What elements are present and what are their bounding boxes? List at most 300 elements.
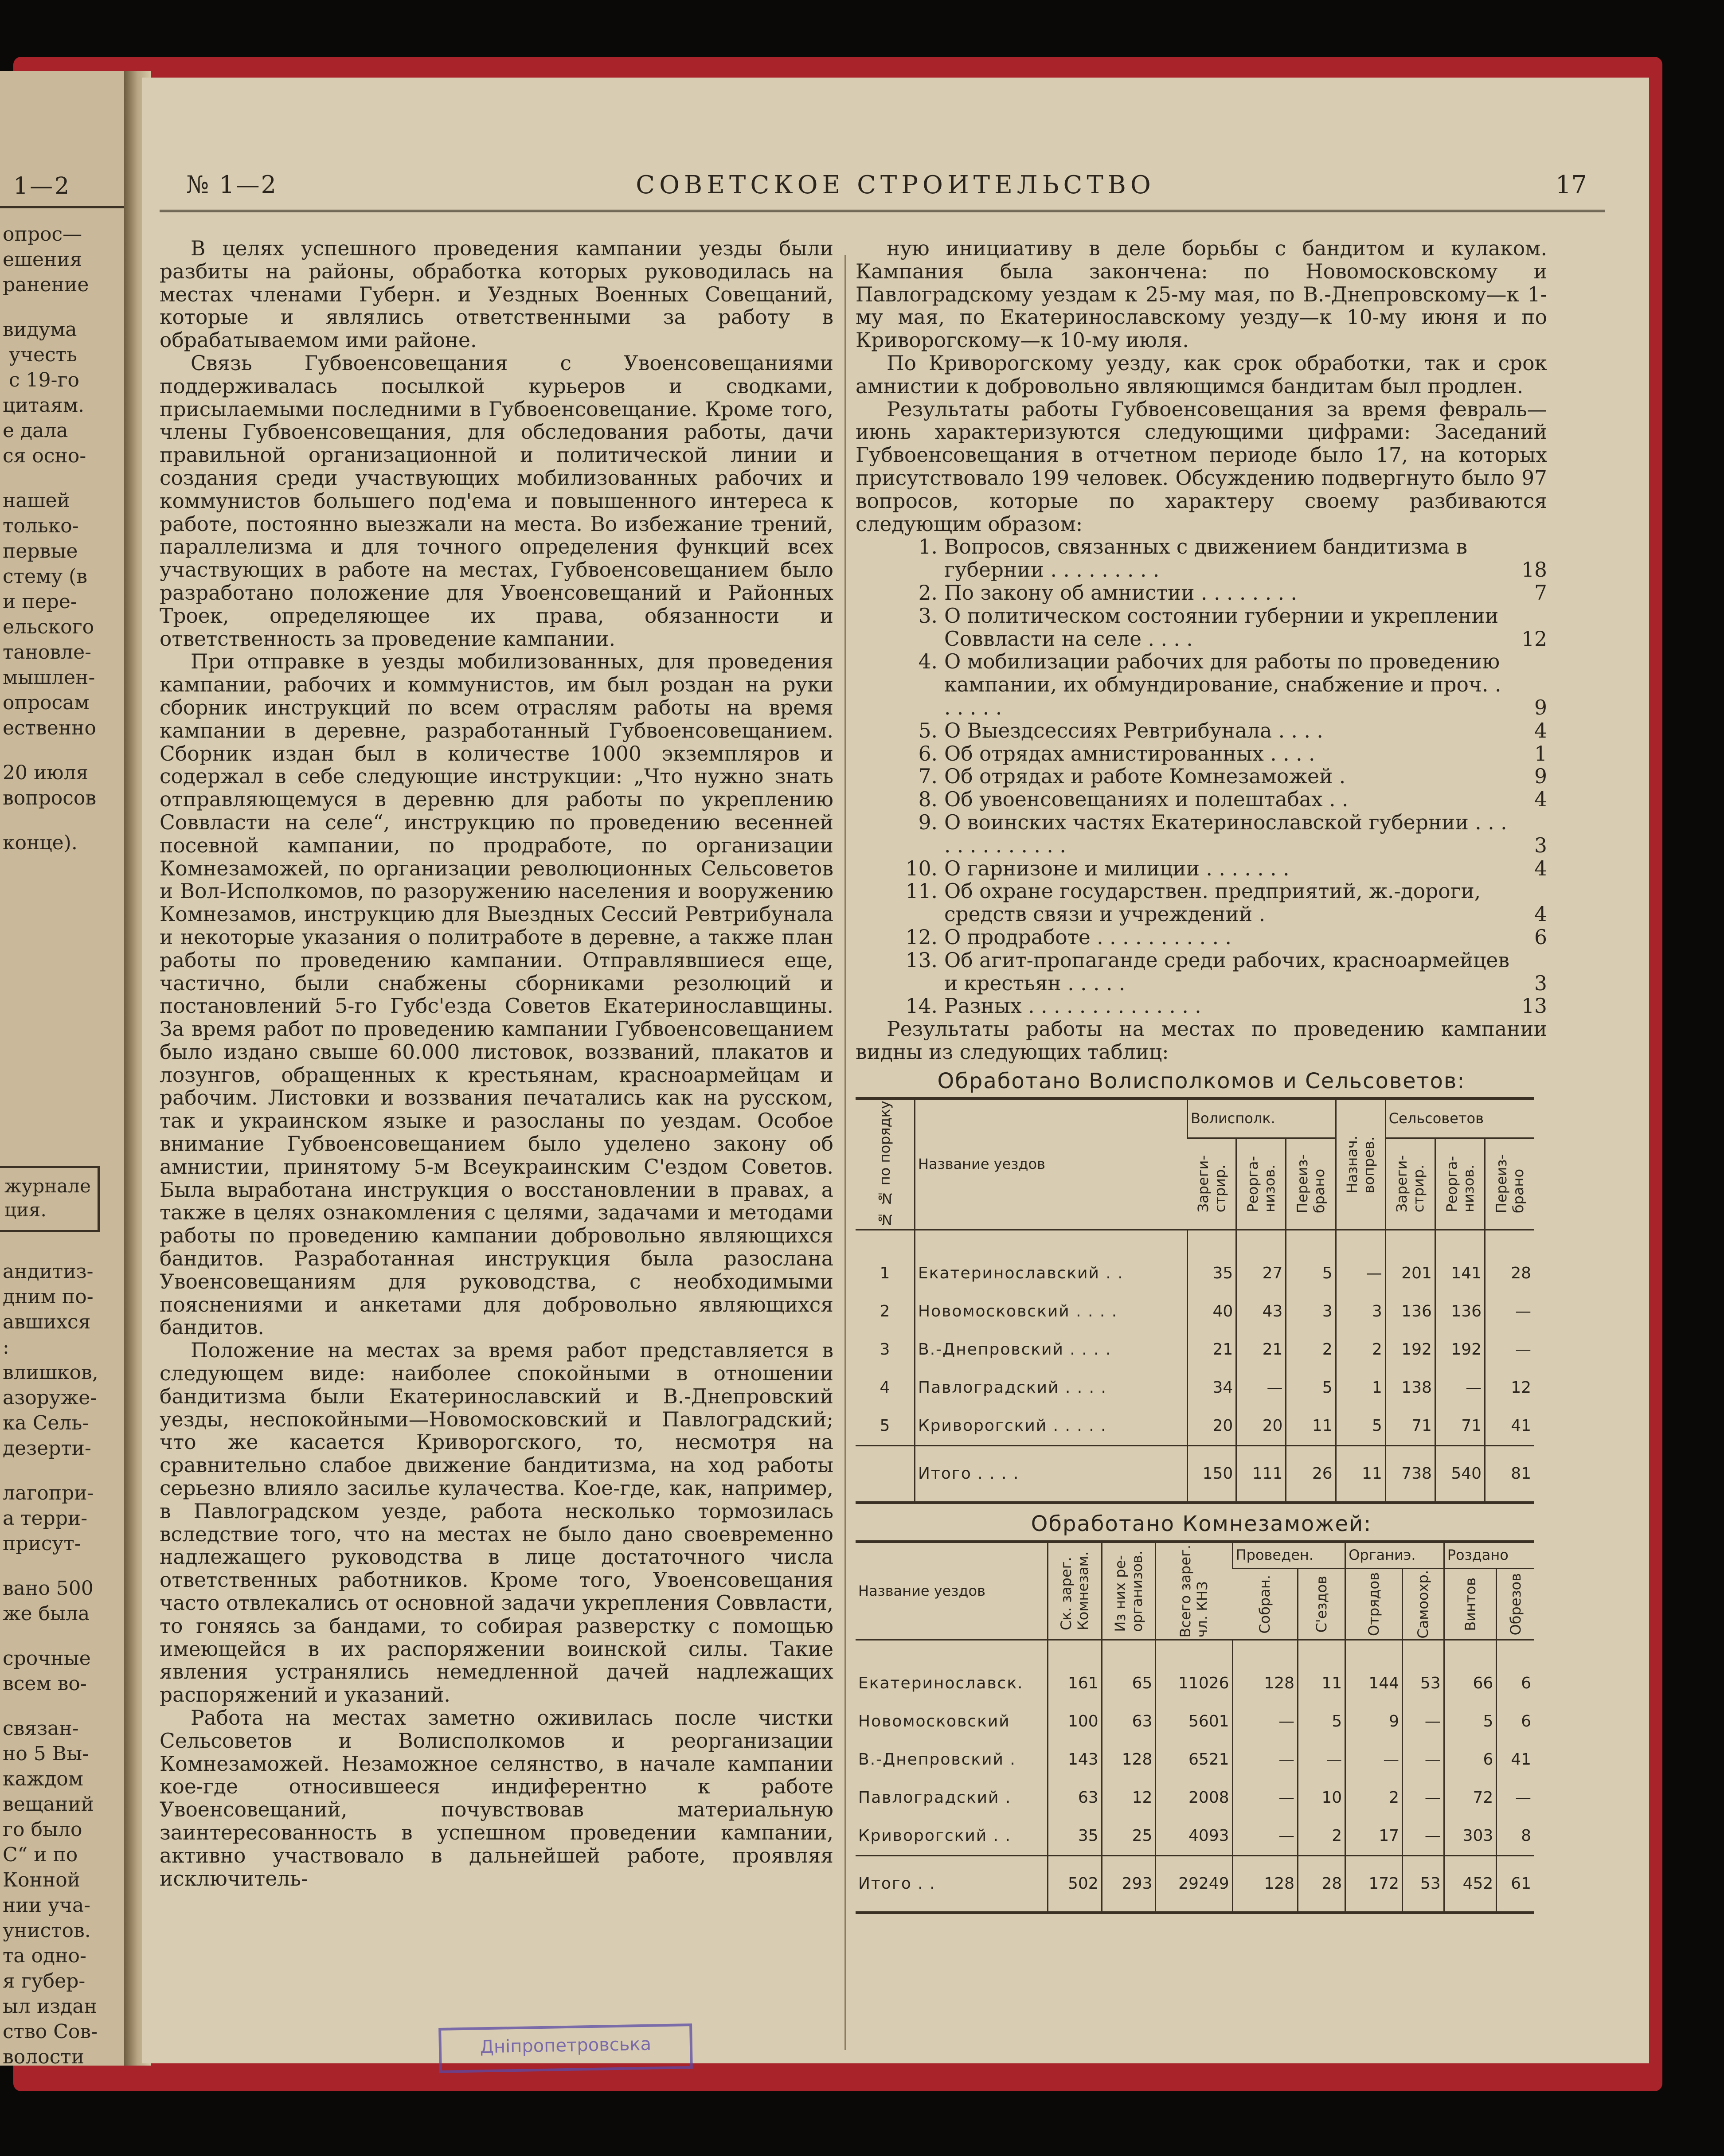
table-row <box>856 1331 1534 1369</box>
value-cell: 303 <box>1444 1817 1497 1856</box>
text-line: дним по- <box>3 1285 94 1308</box>
text-line: журнале <box>4 1175 91 1197</box>
text-line: вопросов <box>3 787 97 809</box>
value-cell: 21 <box>1236 1331 1286 1369</box>
value-cell: — <box>1485 1293 1534 1331</box>
total-cell: 81 <box>1485 1445 1534 1503</box>
table-row <box>856 1369 1534 1407</box>
text-line: опрос— <box>3 223 82 246</box>
journal-title: СОВЕТСКОЕ СТРОИТЕЛЬСТВО <box>636 171 1155 199</box>
paragraph: Работа на местах заметно оживилась после чистки Сельсоветов и Волисполкомов и реорганизации Комнезаможей. Незаможное селянство, в начале кампании кое-где относившееся индиферентно к работе Увоенсовещаний, почувствовав материальную заинтересованность в успешном проведении кампании, активно участвовало в дальнейшей работе, проявляя исключитель- <box>160 1706 833 1890</box>
total-cell: 540 <box>1435 1445 1485 1503</box>
spacer-cell <box>1298 1640 1345 1665</box>
question-item <box>856 949 1547 995</box>
value-cell: — <box>1298 1741 1345 1779</box>
table-row <box>856 1254 1534 1293</box>
total-cell: 172 <box>1345 1856 1403 1913</box>
col-header: Переиз- брано <box>1286 1138 1336 1230</box>
text-line: и пере- <box>3 590 77 613</box>
district-name: В.-Днепровский . <box>858 1750 1016 1769</box>
total-row <box>856 1445 1534 1503</box>
value-cell: 71 <box>1385 1407 1435 1446</box>
question-count: 13 <box>1521 994 1547 1018</box>
value-cell: 34 <box>1188 1369 1236 1407</box>
question-item <box>856 605 1547 651</box>
text-line: первые <box>3 540 78 562</box>
text-line: только- <box>3 515 79 537</box>
right-page <box>142 78 1649 2063</box>
value-cell: — <box>1435 1369 1485 1407</box>
question-count: 4 <box>1534 902 1547 926</box>
spacer-row <box>856 1230 1534 1254</box>
total-cell: 150 <box>1188 1445 1236 1503</box>
paragraph: При отправке в уезды мобилизованных, для проведения кампании, рабочих и коммунистов, им был роздан на руки сборник инструкций по всем отраслям работы на время кампании в деревне, разработанный Губвоенсовещанием. Сборник издан был в количестве 1000 экземпляров и содержал в себе следующие инструкции: „Что нужно знать отправляющемуся в деревню для работы по укреплению Соввласти на селе“, инструкцию по проведению весенней посевной кампании, по продработе, по организации Комнезаможей, по организации революционных Сельсоветов и Вол-Исполкомов, по разоружению населения и вооружению Комнезамов, инструкцию для Выездных Сессий Ревтрибунала и некоторые указания о политработе в деревне, а также план работы по проведению кампании. Отправлявшиеся еще, частично, были снабжены сборниками резолюций и постановлений 5-го Губс'езда Советов Екатеринославщины. За время работ по проведению кампании Губвоенсовещанием было издано свыше 60.000 листовок, воззваний, плакатов и лозунгов, обращенных к крестьянам, красноармейцам и рабочим. Листовки и воззвания печатались как на русском, так и украинском языке и разосланы по уездам. Особое внимание Губвоенсовещанием было уделено закону об амнистии, принятому 5-м Всеукраинским С'ездом Советов. Была выработана инструкция о восстановлении в правах, а также в целях ознакомления с целями, задачами и методами работы по проведению кампании добровольно являющихся бандитов. Разработанная инструкция была разослана Увоенсовещаниям для руководства, с необходимыми пояснениями и анкетами для добровольно являющихся бандитов. <box>160 650 833 1340</box>
question-count: 12 <box>1521 627 1547 651</box>
text-line: е дала <box>3 419 68 442</box>
text-line: андитиз- <box>3 1260 94 1283</box>
question-text: Вопросов, связанных с движением бандитизма в губернии . . . . . . . . . <box>944 535 1468 582</box>
question-item <box>856 719 1547 742</box>
question-number: 6. <box>918 742 938 766</box>
question-number: 13. <box>905 948 938 972</box>
col-name-header: Название уездов <box>915 1098 1188 1230</box>
spacer-cell <box>1188 1230 1236 1254</box>
text-line: опросам <box>3 691 90 714</box>
value-cell: 5601 <box>1156 1703 1232 1741</box>
text-line: конце). <box>3 832 78 854</box>
text-line: авшихся <box>3 1311 91 1333</box>
district-name: В.-Днепровский . . . . <box>915 1331 1188 1369</box>
value-cell: 5 <box>1298 1703 1345 1741</box>
text-line: вано 500 <box>3 1577 94 1600</box>
value-cell: 63 <box>1102 1703 1156 1741</box>
total-cell: 738 <box>1385 1445 1435 1503</box>
text-line: ция. <box>4 1199 47 1221</box>
value-cell: 136 <box>1385 1293 1435 1331</box>
spacer-cell <box>1232 1640 1298 1665</box>
question-number: 9. <box>918 810 938 834</box>
question-count: 4 <box>1534 719 1547 742</box>
text-line: та одно- <box>3 1945 86 1967</box>
value-cell: 5 <box>1286 1369 1336 1407</box>
text-line: С“ и по <box>3 1844 78 1866</box>
paragraph: Связь Губвоенсовещания с Увоенсовещаниями поддерживалась посылкой курьеров и сводками, присылаемыми последними в Губвоенсовещание. Кроме того, члены Губвоенсовещания, для обследования работы, дачи правильной организационной и политической линии и создания среди участвующих мобилизованных рабочих и коммунистов большего под'ема и повышенного интереса к работе, постоянно выезжали на места. Во избежание трений, параллелизма и для точного определения функций всех участвующих в работе на местах, Губвоенсовещанием было разработано положение для Увоенсовещаний и Районных Троек, определяющее их права, обязанности и ответственность за проведение кампании. <box>160 351 833 651</box>
text-line <box>3 1696 129 1716</box>
issue-number: № 1—2 <box>186 171 278 199</box>
left-column <box>160 237 833 1890</box>
total-cell: 29249 <box>1156 1856 1232 1913</box>
spacer-cell <box>1286 1230 1336 1254</box>
text-line: 20 июля <box>3 762 89 784</box>
page-header <box>186 171 1605 206</box>
text-line <box>3 1556 129 1576</box>
question-count: 6 <box>1534 925 1547 949</box>
question-text: О продработе . . . . . . . . . . . <box>944 925 1231 949</box>
question-number: 1. <box>918 535 938 559</box>
row-index: 1 <box>880 1264 890 1283</box>
text-line: лагопри- <box>3 1482 94 1504</box>
spacer-cell <box>856 1230 915 1254</box>
text-line: же была <box>3 1602 90 1625</box>
total-cell: 28 <box>1298 1856 1345 1913</box>
question-item <box>856 811 1547 857</box>
value-cell: 192 <box>1435 1331 1485 1369</box>
total-cell: 293 <box>1102 1856 1156 1913</box>
text-line <box>3 297 129 317</box>
text-line: а терри- <box>3 1507 88 1530</box>
group-header-held: Проведен. <box>1232 1542 1345 1568</box>
value-cell: 143 <box>1048 1741 1102 1779</box>
district-name: Криворогский . . <box>858 1827 1011 1845</box>
question-number: 3. <box>918 604 938 628</box>
value-cell: 128 <box>1102 1741 1156 1779</box>
paragraph: ную инициативу в деле борьбы с бандитом и кулаком. Кампания была закончена: по Новомосковскому и Павлоградскому уездам к 25-му мая, по В.-Днепровскому—к 1-му мая, по Екатеринославскому уезду—к 10-му июня и по Криворогскому—к 10-му июля. <box>856 237 1547 352</box>
value-cell: 43 <box>1236 1293 1286 1331</box>
left-page-fragment <box>0 71 133 2066</box>
value-cell: 5 <box>1286 1254 1336 1293</box>
text-line: с 19-го <box>3 369 80 391</box>
col-header: Переиз- брано <box>1485 1138 1534 1230</box>
value-cell: 100 <box>1048 1703 1102 1741</box>
question-count: 4 <box>1534 788 1547 812</box>
value-cell: 5 <box>1336 1407 1385 1446</box>
district-name: Новомосковский <box>858 1712 1010 1731</box>
questions-list <box>856 535 1547 1018</box>
value-cell: 25 <box>1102 1817 1156 1856</box>
question-text: О мобилизации рабочих для работы по проведению кампании, их обмундирование, снабжение и проч. . . . . . . <box>944 650 1501 719</box>
text-line: вещаний <box>3 1793 94 1816</box>
question-text: Об увоенсовещаниях и полештабах . . <box>944 788 1349 812</box>
column-divider <box>844 255 846 2050</box>
total-cell: 53 <box>1403 1856 1444 1913</box>
text-line: го было <box>3 1818 82 1841</box>
question-item <box>856 995 1547 1018</box>
text-line: ка Сель- <box>3 1412 89 1434</box>
text-line <box>3 1461 129 1480</box>
question-count: 7 <box>1534 581 1547 605</box>
total-cell: 61 <box>1497 1856 1534 1913</box>
value-cell: 144 <box>1345 1664 1403 1703</box>
text-line: Конной <box>3 1869 81 1891</box>
question-number: 8. <box>918 788 938 812</box>
col-header: Отрядов <box>1345 1568 1403 1640</box>
col-header: Зареги- стрир. <box>1385 1138 1435 1230</box>
text-line: цитаям. <box>3 394 85 417</box>
value-cell: 6 <box>1497 1703 1534 1741</box>
text-line: стему (в <box>3 565 88 588</box>
value-cell: — <box>1403 1703 1444 1741</box>
left-page-text-bottom <box>3 1259 129 2066</box>
text-line: унистов. <box>3 1919 91 1942</box>
value-cell: 28 <box>1485 1254 1534 1293</box>
spacer-cell <box>915 1230 1188 1254</box>
col-header: С'ездов <box>1298 1568 1345 1640</box>
total-cell: 452 <box>1444 1856 1497 1913</box>
text-line: ественно <box>3 717 96 739</box>
question-text: О гарнизоне и милиции . . . . . . . <box>944 856 1290 880</box>
spacer-cell <box>856 1640 1048 1665</box>
value-cell: 5 <box>1444 1703 1497 1741</box>
district-name: Екатеринославск. <box>858 1674 1024 1693</box>
spacer-cell <box>1444 1640 1497 1665</box>
total-cell: 26 <box>1286 1445 1336 1503</box>
value-cell: — <box>1485 1331 1534 1369</box>
value-cell: 161 <box>1048 1664 1102 1703</box>
total-label: Итого . . . . <box>915 1445 1188 1503</box>
value-cell: 20 <box>1236 1407 1286 1446</box>
text-line: : <box>3 1336 9 1359</box>
left-page-rule <box>0 206 124 208</box>
value-cell: 17 <box>1345 1817 1403 1856</box>
value-cell: — <box>1403 1817 1444 1856</box>
value-cell: 3 <box>1286 1293 1336 1331</box>
question-number: 12. <box>905 925 938 949</box>
value-cell: 35 <box>1188 1254 1236 1293</box>
question-item <box>856 650 1547 719</box>
col-header: Самоохр. <box>1403 1568 1444 1640</box>
spacer-cell <box>1435 1230 1485 1254</box>
value-cell: — <box>1497 1779 1534 1817</box>
table-volost-councils <box>856 1097 1534 1504</box>
value-cell: 71 <box>1435 1407 1485 1446</box>
table-row <box>856 1817 1534 1856</box>
spacer-cell <box>1336 1230 1385 1254</box>
value-cell: 2 <box>1336 1331 1385 1369</box>
value-cell: 1 <box>1336 1369 1385 1407</box>
question-count: 3 <box>1534 833 1547 857</box>
text-line: дезерти- <box>3 1437 91 1460</box>
text-line: волости <box>3 2046 85 2066</box>
question-item <box>856 857 1547 880</box>
question-item <box>856 880 1547 926</box>
question-count: 3 <box>1534 971 1547 995</box>
question-item <box>856 582 1547 605</box>
value-cell: 6 <box>1444 1741 1497 1779</box>
value-cell: — <box>1403 1779 1444 1817</box>
value-cell: 201 <box>1385 1254 1435 1293</box>
value-cell: 141 <box>1435 1254 1485 1293</box>
question-number: 5. <box>918 719 938 742</box>
spacer-cell <box>1156 1640 1232 1665</box>
text-line: каждом <box>3 1768 84 1790</box>
question-number: 2. <box>918 581 938 605</box>
total-spacer <box>856 1445 915 1503</box>
question-number: 14. <box>905 994 938 1018</box>
total-label: Итого . . <box>856 1856 1048 1913</box>
text-line <box>3 1626 129 1646</box>
district-name: Павлоградский . . . . <box>915 1369 1188 1407</box>
value-cell: 3 <box>1336 1293 1385 1331</box>
total-cell: 502 <box>1048 1856 1102 1913</box>
value-cell: 27 <box>1236 1254 1286 1293</box>
paragraph: По Криворогскому уезду, как срок обработки, так и срок амнистии к добровольно являющимся бандитам был продлен. <box>856 351 1547 398</box>
question-item <box>856 742 1547 766</box>
total-cell: 111 <box>1236 1445 1286 1503</box>
value-cell: 41 <box>1485 1407 1534 1446</box>
text-line <box>3 469 129 488</box>
group-header-organized: Органиэ. <box>1345 1542 1444 1568</box>
left-page-boxed-note <box>0 1166 100 1232</box>
left-page-header: 1—2 <box>13 173 71 199</box>
table-row <box>856 1293 1534 1331</box>
value-cell: 6521 <box>1156 1741 1232 1779</box>
district-name: Павлоградский . <box>858 1789 1012 1807</box>
value-cell: 41 <box>1497 1741 1534 1779</box>
value-cell: 2 <box>1345 1779 1403 1817</box>
text-line: влишков, <box>3 1361 98 1384</box>
value-cell: 66 <box>1444 1664 1497 1703</box>
text-line: нии уча- <box>3 1894 91 1917</box>
value-cell: 21 <box>1188 1331 1236 1369</box>
question-count: 18 <box>1521 558 1547 582</box>
question-text: Об отрядах амнистированных . . . . <box>944 742 1315 766</box>
table-row <box>856 1703 1534 1741</box>
col-header: Назнач. вопрев. <box>1336 1098 1385 1230</box>
question-text: О воинских частях Екатеринославской губернии . . . . . . . . . . . . . <box>944 810 1507 857</box>
group-header-volost: Волисполк. <box>1188 1098 1336 1138</box>
col-header: Винтов <box>1444 1568 1497 1640</box>
col-header: Зареги- стрир. <box>1188 1138 1236 1230</box>
text-line: азоруже- <box>3 1387 97 1409</box>
value-cell: 128 <box>1232 1664 1298 1703</box>
text-line: ство Сов- <box>3 2020 98 2043</box>
text-line: ранение <box>3 273 89 296</box>
question-item <box>856 535 1547 582</box>
col-name-header: Название уездов <box>856 1542 1048 1640</box>
spacer-row <box>856 1640 1534 1665</box>
text-line <box>3 741 129 760</box>
question-text: Об охране государствен. предприятий, ж.-дороги, средств связи и учреждений . <box>944 879 1481 926</box>
value-cell: 6 <box>1497 1664 1534 1703</box>
row-index: 2 <box>880 1302 890 1321</box>
text-line: тановле- <box>3 641 92 664</box>
value-cell: 9 <box>1345 1703 1403 1741</box>
value-cell: — <box>1232 1703 1298 1741</box>
text-line: срочные <box>3 1647 91 1670</box>
value-cell: 65 <box>1102 1664 1156 1703</box>
district-name: Новомосковский . . . . <box>915 1293 1188 1331</box>
district-name: Екатеринославский . . <box>915 1254 1188 1293</box>
value-cell: 11026 <box>1156 1664 1232 1703</box>
value-cell: 10 <box>1298 1779 1345 1817</box>
district-name: Криворогский . . . . . <box>915 1407 1188 1446</box>
spacer-cell <box>1102 1640 1156 1665</box>
col-header: Реорга- низов. <box>1236 1138 1286 1230</box>
value-cell: 11 <box>1298 1664 1345 1703</box>
value-cell: 138 <box>1385 1369 1435 1407</box>
question-text: Разных . . . . . . . . . . . . . . <box>944 994 1201 1018</box>
col-header: Реорга- низов. <box>1435 1138 1485 1230</box>
text-line: всем во- <box>3 1672 87 1695</box>
question-text: Об отрядах и работе Комнезаможей . <box>944 765 1346 789</box>
text-line: ельского <box>3 616 94 638</box>
spacer-cell <box>1497 1640 1534 1665</box>
value-cell: 12 <box>1485 1369 1534 1407</box>
text-line: я губер- <box>3 1970 86 1992</box>
total-cell: 11 <box>1336 1445 1385 1503</box>
value-cell: — <box>1232 1779 1298 1817</box>
value-cell: 35 <box>1048 1817 1102 1856</box>
value-cell: — <box>1336 1254 1385 1293</box>
text-line: ыл издан <box>3 1995 97 2018</box>
question-number: 4. <box>918 650 938 674</box>
text-line <box>3 811 129 830</box>
text-line: видума <box>3 318 77 341</box>
col-header: Ск. зарег. Комнезам. <box>1048 1542 1102 1640</box>
value-cell: 8 <box>1497 1817 1534 1856</box>
header-rule <box>160 210 1605 214</box>
row-index: 4 <box>880 1379 890 1397</box>
paragraph: Положение на местах за время работ представляется в следующем виде: наиболее спокойными в отношении бандитизма были Екатеринославский и В.-Днепровский уезды, неспокойными—Новомосковский и Павлоградский; что же касается Криворогского, то, несмотря на сравнительно слабое движение бандитизма, на ход работы серьезно влияло засилье кулачества. Кое-где, как, например, в Павлоградском уезде, работа несколько тормозилась вследствие того, что на местах не было дано своевременно надлежащего руководства в лице достаточного числа ответственных работников. Кроме того, Увоенсовещания часто отвлекались от основной задачи укрепления Соввласти, то гоняясь за бандами, то собирая разверстку с помощью имеющейся в их распоряжении воинской силы. Такие явления устранялись немедленной дачей надлежащих распоряжений и указаний. <box>160 1339 833 1707</box>
col-header: Из них ре- организов. <box>1102 1542 1156 1640</box>
table-komnezam <box>856 1540 1534 1914</box>
value-cell: 192 <box>1385 1331 1435 1369</box>
question-item <box>856 788 1547 811</box>
question-count: 9 <box>1534 765 1547 789</box>
row-index: 3 <box>880 1340 890 1359</box>
question-item <box>856 926 1547 949</box>
table-row <box>856 1664 1534 1703</box>
table-row <box>856 1741 1534 1779</box>
value-cell: — <box>1232 1817 1298 1856</box>
text-line: мышлен- <box>3 666 95 689</box>
total-cell: 128 <box>1232 1856 1298 1913</box>
page-number: 17 <box>1555 171 1587 199</box>
row-index: 5 <box>880 1417 890 1435</box>
group-header-selsovet: Сельсоветов <box>1385 1098 1534 1138</box>
right-column <box>856 237 1547 1914</box>
col-header: Обрезов <box>1497 1568 1534 1640</box>
text-line: нашей <box>3 489 70 512</box>
value-cell: — <box>1403 1741 1444 1779</box>
text-line: ешения <box>3 248 82 271</box>
value-cell: 20 <box>1188 1407 1236 1446</box>
question-text: О политическом состоянии губернии и укреплении Соввласти на селе . . . . <box>944 604 1499 651</box>
value-cell: — <box>1345 1741 1403 1779</box>
value-cell: 40 <box>1188 1293 1236 1331</box>
value-cell: — <box>1232 1741 1298 1779</box>
paragraph: Результаты работы Губвоенсовещания за время февраль—июнь характеризуются следующими цифрами: Заседаний Губвоенсовещания в отчетном периоде было 17, на которых присутствовало 199 человек. Обсуждению подвергнуто было 97 вопросов, которые по характеру своему разбиваются следующим образом: <box>856 397 1547 536</box>
paragraph: Результаты работы на местах по проведению кампании видны из следующих таблиц: <box>856 1017 1547 1064</box>
text-line: ся осно- <box>3 445 86 467</box>
value-cell: 63 <box>1048 1779 1102 1817</box>
question-text: О Выездсессиях Ревтрибунала . . . . <box>944 719 1323 742</box>
paragraph: В целях успешного проведения кампании уезды были разбиты на районы, обработка которых руководилась на местах членами Губерн. и Уездных Военных Совещаний, которые и являлись ответственными за работу в обрабатываемом ими районе. <box>160 237 833 352</box>
value-cell: 11 <box>1286 1407 1336 1446</box>
left-page-text-top <box>3 222 129 855</box>
question-number: 10. <box>905 856 938 880</box>
col-index-header: № № по порядку <box>856 1098 915 1230</box>
question-number: 11. <box>905 879 938 903</box>
value-cell: — <box>1236 1369 1286 1407</box>
text-line: учесть <box>3 344 77 366</box>
value-cell: 136 <box>1435 1293 1485 1331</box>
spacer-cell <box>1403 1640 1444 1665</box>
question-number: 7. <box>918 765 938 789</box>
text-line: присут- <box>3 1532 81 1555</box>
table-row <box>856 1407 1534 1446</box>
question-count: 1 <box>1534 742 1547 766</box>
spacer-cell <box>1236 1230 1286 1254</box>
group-header-distributed: Роздано <box>1444 1542 1534 1568</box>
table2-caption: Обработано Комнезаможей: <box>1031 1511 1372 1536</box>
value-cell: 4093 <box>1156 1817 1232 1856</box>
table1-caption: Обработано Волисполкомов и Сельсоветов: <box>937 1068 1466 1094</box>
text-line: но 5 Вы- <box>3 1742 89 1765</box>
question-count: 4 <box>1534 856 1547 880</box>
value-cell: 2008 <box>1156 1779 1232 1817</box>
value-cell: 2 <box>1286 1331 1336 1369</box>
